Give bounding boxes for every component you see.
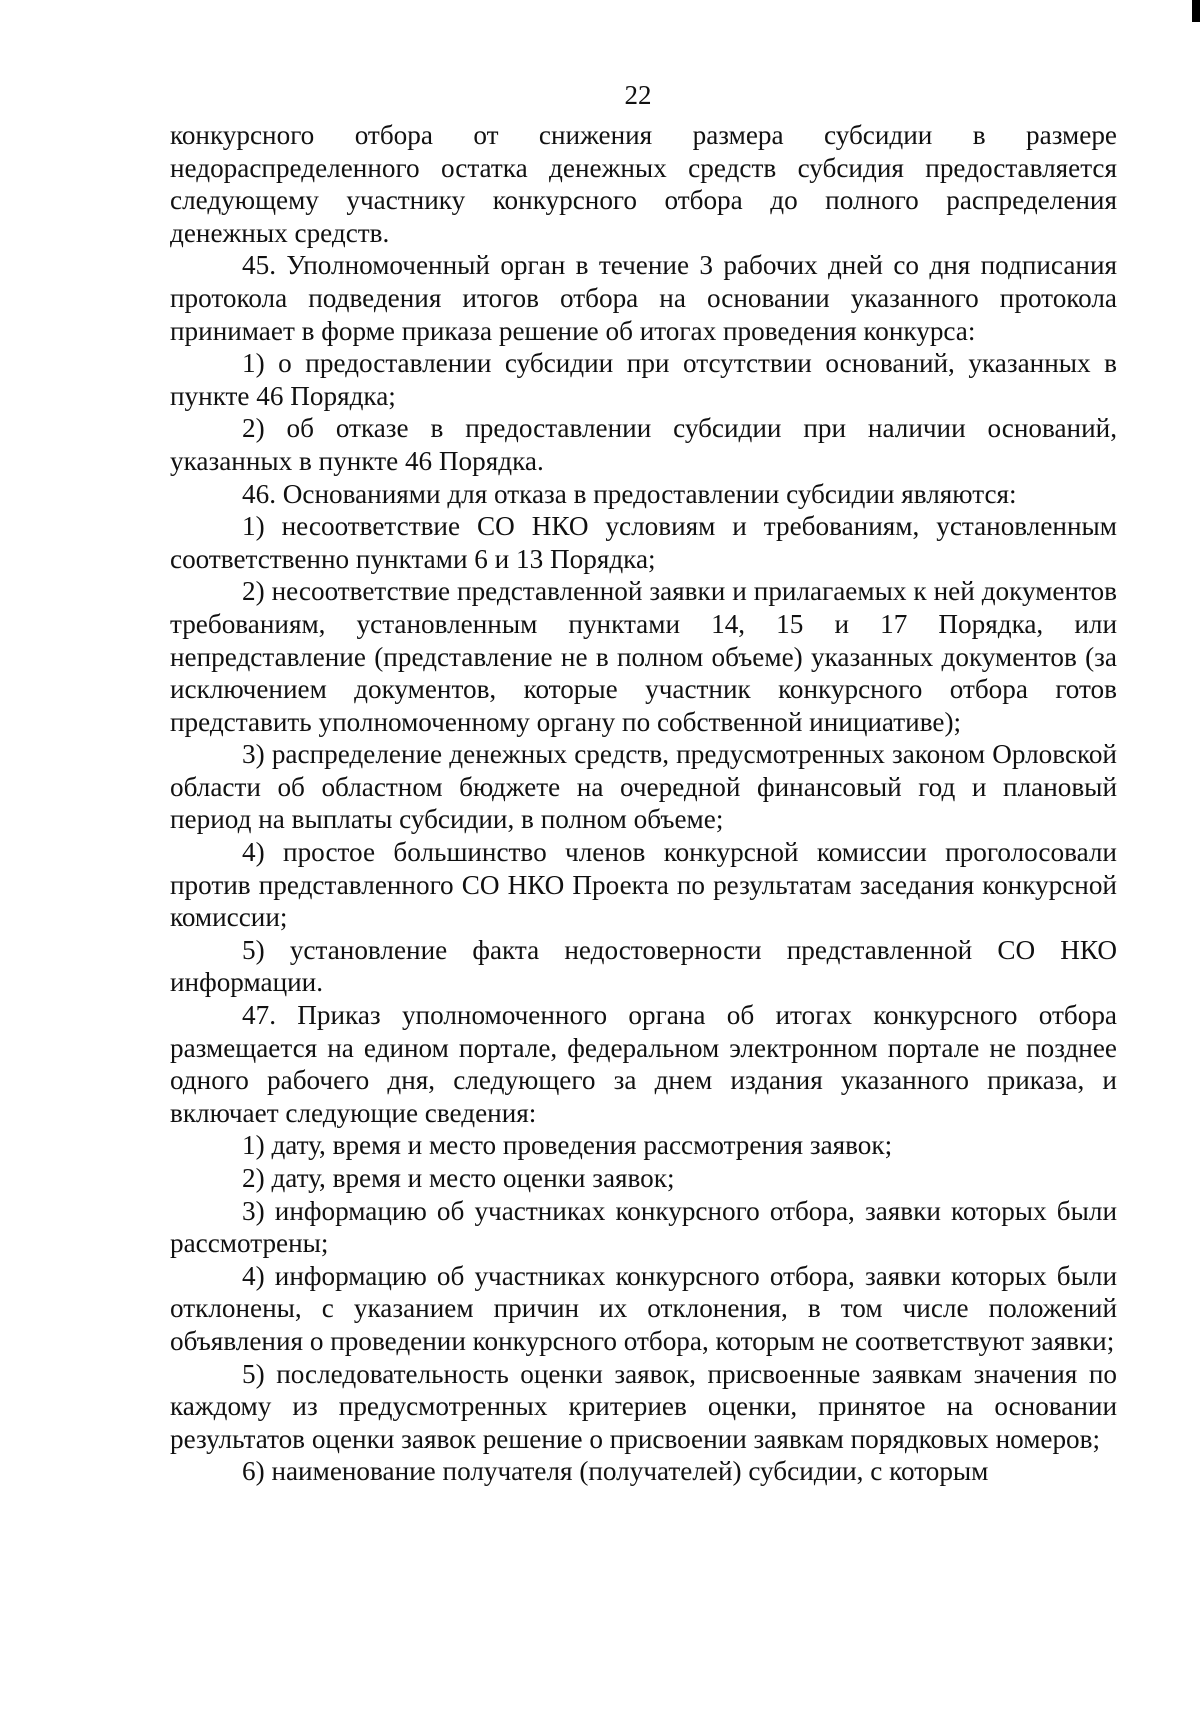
document-body (170, 119, 1117, 1488)
paragraph-continuation: конкурсного отбора от снижения размера субсидии в размере недораспределенного остатка денежных средств субсидия предоставляется следующему участнику конкурсного отбора до полного распределения денежных средств. (170, 120, 1117, 248)
paragraph-47-sub-3: 3) информацию об участниках конкурсного отбора, заявки которых были рассмотрены; (170, 1195, 1117, 1259)
paragraph-47-sub-5: 5) последовательность оценки заявок, присвоенные заявкам значения по каждому из предусмотренных критериев оценки, принятое на основании результатов оценки заявок решение о присвоении заявкам порядковых номеров; (170, 1358, 1117, 1454)
paragraph-45-sub-2: 2) об отказе в предоставлении субсидии при наличии оснований, указанных в пункте 46 Порядка. (170, 413, 1117, 476)
paragraph-47-sub-4: 4) информацию об участниках конкурсного отбора, заявки которых были отклонены, с указанием причин их отклонения, в том числе положений объявления о проведении конкурсного отбора, которым не соответствуют заявки; (170, 1260, 1117, 1356)
page-number: 22 (624, 80, 652, 110)
paragraph-47-sub-1: 1) дату, время и место проведения рассмотрения заявок; (242, 1130, 893, 1161)
scan-edge-mark (1192, 0, 1200, 22)
paragraph-item-47: 47. Приказ уполномоченного органа об итогах конкурсного отбора размещается на едином портале, федеральном электронном портале не позднее одного рабочего дня, следующего за днем издания указанного приказа, и включает следующие сведения: (170, 1000, 1117, 1128)
paragraph-45-sub-1: 1) о предоставлении субсидии при отсутствии оснований, указанных в пункте 46 Порядка; (170, 348, 1117, 411)
paragraph-47-sub-6: 6) наименование получателя (получателей) субсидии, с которым (242, 1456, 989, 1487)
paragraph-46-sub-3: 3) распределение денежных средств, предусмотренных законом Орловской области об областном бюджете на очередной финансовый год и плановый период на выплаты субсидии, в полном объеме; (170, 739, 1117, 835)
paragraph-item-46: 46. Основаниями для отказа в предоставлении субсидии являются: (242, 478, 1017, 509)
paragraph-46-sub-1: 1) несоответствие СО НКО условиям и требованиям, установленным соответственно пунктами 6 и 13 Порядка; (170, 511, 1117, 574)
paragraph-item-45: 45. Уполномоченный орган в течение 3 рабочих дней со дня подписания протокола подведения итогов отбора на основании указанного протокола принимает в форме приказа решение об итогах проведения конкурса: (170, 250, 1117, 346)
paragraph-46-sub-4: 4) простое большинство членов конкурсной комиссии проголосовали против представленного СО НКО Проекта по результатам заседания конкурсной комиссии; (170, 837, 1117, 933)
paragraph-46-sub-2: 2) несоответствие представленной заявки и прилагаемых к ней документов требованиям, установленным пунктами 14, 15 и 17 Порядка, или непредставление (представление не в полном объеме) указанных документов (за исключением документов, которые участник конкурсного отбора готов представить уполномоченному органу по собственной инициативе); (170, 576, 1117, 737)
paragraph-46-sub-5: 5) установление факта недостоверности представленной СО НКО информации. (170, 934, 1117, 998)
paragraph-47-sub-2: 2) дату, время и место оценки заявок; (242, 1163, 675, 1193)
